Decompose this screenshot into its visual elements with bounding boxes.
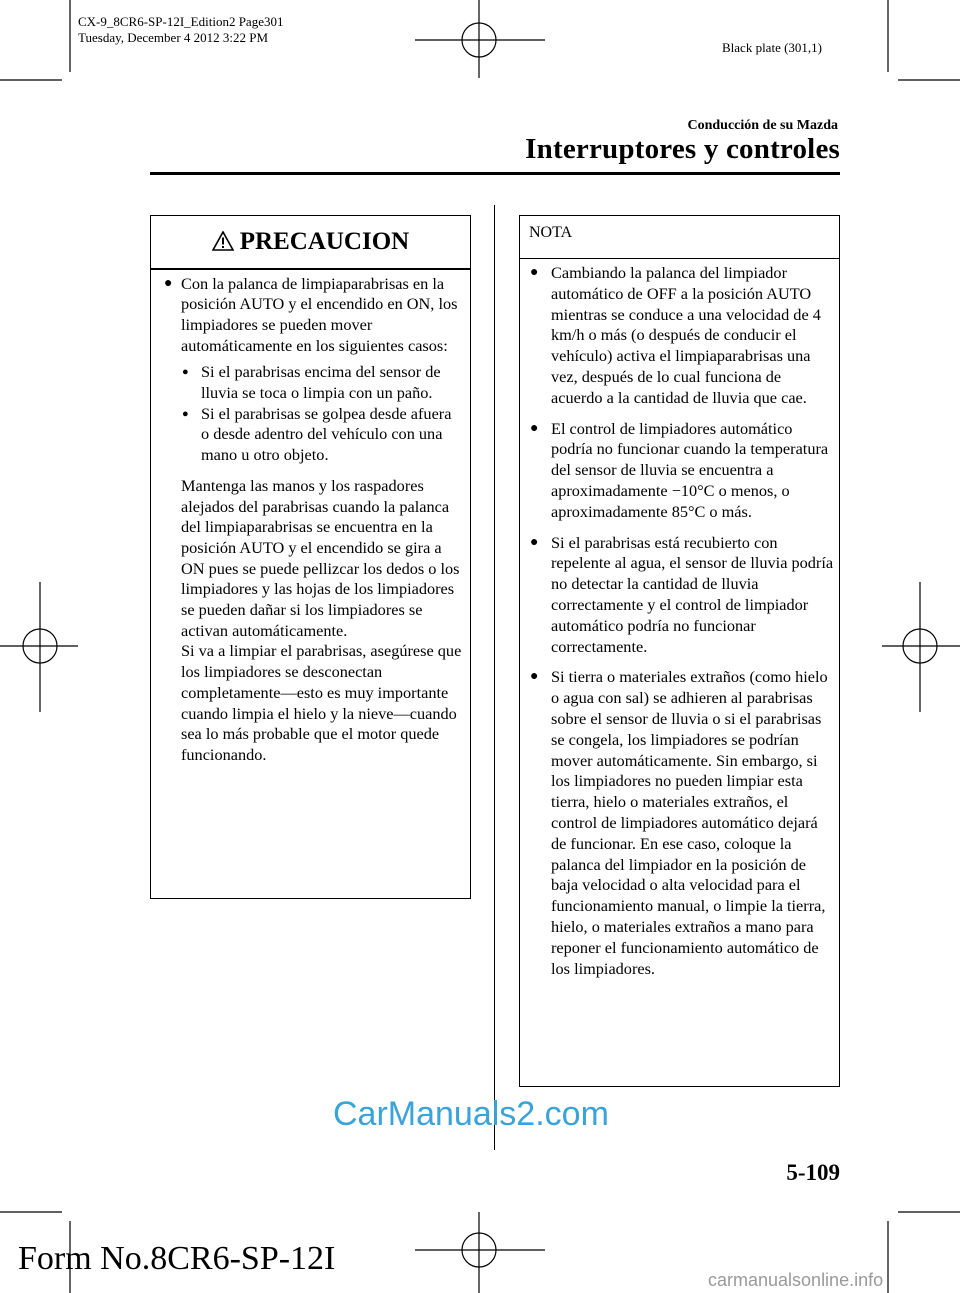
note-title: NOTA [529,224,573,241]
note-item-text: Si el parabrisas está recubierto con repelente al agua, el sensor de lluvia podría no detectar la cantidad de lluvia correctamente y el control de limpiador automático podría no funcionar correctamente. [551,532,834,656]
registration-mark-icon [415,0,545,78]
registration-mark-icon [882,582,960,712]
bullet-dot-icon: ● [530,534,539,550]
caution-paragraph: Si va a limpiar el parabrisas, asegúrese que los limpiadores se desconectan completamente―esto es muy importante cuando limpia el hielo y la nieve―cuando sea lo más probable que el motor quede funcionando. [181,641,462,764]
note-item [529,533,835,658]
section-title: Interruptores y controles [525,133,840,165]
bullet-dot-icon: ● [164,275,173,291]
note-item-text: Cambiando la palanca del limpiador automático de OFF a la posición AUTO mientras se conduce a una velocidad de 4 km/h o más (o después de conducir el vehículo) activa el limpiaparabrisas una vez, después de lo cual funciona de acuerdo a la cantidad de lluvia que cae. [551,263,821,407]
note-item [529,419,835,523]
header-rule [150,172,840,175]
note-item-text: Si tierra o materiales extraños (como hielo o agua con sal) se adhieren al parabrisas sobre el sensor de lluvia o si el parabrisas se congela, los limpiadores se podrían mover automáticamente. Sin embargo, si los limpiadores no pueden limpiar esta tierra, hielo o materiales extraños, el control de limpiadores automático dejará de funcionar. En ese caso, coloque la palanca del limpiador en la posición de baja velocidad o alta velocidad para el funcionamiento manual, o limpie la tierra, hielo, o materiales extraños a mano para reponer el funcionamiento automático de los limpiadores. [551,667,828,978]
caution-bullet [161,274,462,357]
bullet-dot-icon: ● [182,407,189,420]
caution-bullet-text: Con la palanca de limpiaparabrisas en la posición AUTO y el encendido en ON, los limpiadores se pueden mover automáticamente en los siguientes casos: [181,273,458,355]
slug-line-1: CX-9_8CR6-SP-12I_Edition2 Page301 [78,14,284,29]
caution-subbullet-text: Si el parabrisas encima del sensor de lluvia se toca o limpia con un paño. [201,362,441,403]
bullet-dot-icon: ● [530,265,539,280]
page-number: 5-109 [786,1160,840,1185]
registration-mark-icon [0,582,78,712]
caution-subbullet [161,404,462,466]
plate-label: Black plate (301,1) [722,40,822,55]
note-box [519,215,840,1087]
caution-body [151,270,470,766]
caution-title: PRECAUCION [239,228,410,255]
caution-paragraph: Mantenga las manos y los raspadores alejados del parabrisas cuando la palanca del limpiaparabrisas se encuentra en la posición AUTO y el encendido se gira a ON pues se puede pellizcar los dedos o los limpiadores y las hojas de los limpiadores se pueden dañar si los limpiadores se activan automáticamente. [181,475,460,640]
caution-subbullet-text: Si el parabrisas se golpea desde afuera o desde adentro del vehículo con una mano u otro objeto. [201,403,452,465]
bullet-dot-icon: ● [530,669,539,685]
print-slug [78,14,283,46]
note-item [529,667,835,979]
note-item-text: El control de limpiadores automático podría no funcionar cuando la temperatura del sensor de lluvia se encuentra a aproximadamente −10°C o menos, o aproximadamente 85°C o más. [551,418,829,521]
caution-box [150,215,471,899]
caution-subbullet [161,362,462,403]
bullet-dot-icon: ● [182,366,189,379]
registration-mark-icon [415,1212,545,1293]
watermark-site[interactable]: carmanualsonline.info [708,1270,884,1290]
column-divider [494,205,495,1150]
chapter-title: Conducción de su Mazda [687,118,838,133]
caution-heading [151,224,470,260]
slug-line-2: Tuesday, December 4 2012 3:22 PM [78,30,269,45]
bullet-dot-icon: ● [530,420,539,436]
form-number: Form No.8CR6-SP-12I [18,1240,336,1277]
note-body [520,259,839,979]
note-item [529,263,835,409]
warning-triangle-icon [212,231,234,251]
watermark-link[interactable]: CarManuals2.com [333,1095,609,1133]
